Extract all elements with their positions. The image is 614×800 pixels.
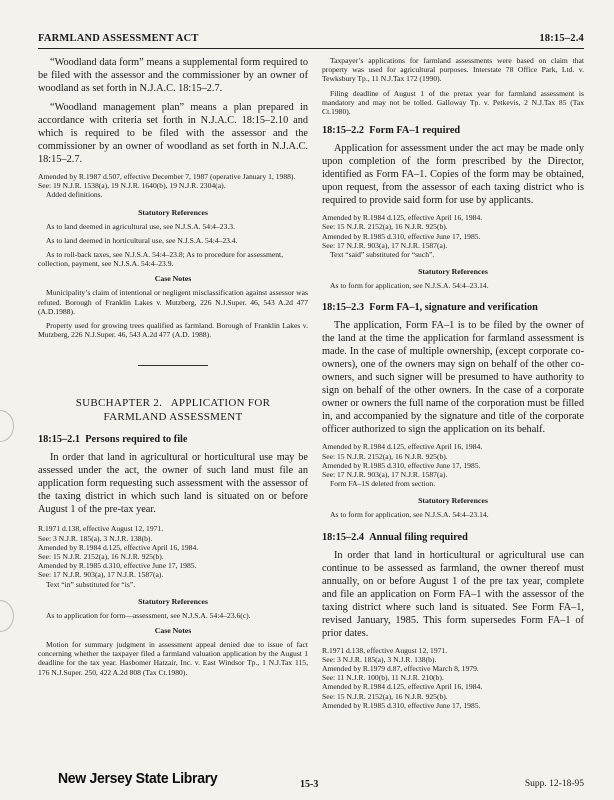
history-line: Amended by R.1979 d.87, effective March 8, 1979.	[322, 664, 479, 674]
history-line: Amended by R.1984 d.125, effective April 16, 1984.	[322, 682, 483, 692]
history-note	[322, 213, 584, 259]
history-line: Amended by R.1987 d.507, effective December 7, 1987 (operative January 1, 1988).	[38, 172, 296, 181]
history-line: See: 15 N.J.R. 2152(a), 16 N.J.R. 925(b).	[38, 552, 164, 562]
statutory-references-heading: Statutory References	[138, 596, 208, 606]
case-note: Taxpayer’s applications for farmland assessments were based on claim that property was used for agricultural purposes. Interstate 78 Office Park, Ltd. v. Tewksbury Tp., 11 N.J.Tax 172 (1990).	[322, 56, 584, 84]
statutory-references-heading: Statutory References	[418, 496, 488, 506]
section-title: Persons required to file	[85, 434, 188, 446]
section-title: Annual filing required	[369, 531, 468, 543]
section-number: 18:15–2.1	[38, 434, 81, 446]
right-column	[322, 56, 584, 718]
history-note	[322, 646, 584, 710]
section-body: In order that land in horticultural or agricultural use can continue to be assessed as farmland, the owner thereof must annually, on or before August 1 of the pre tax year, complete and file an application on Form FA–1 with the assessor of the taxing district where such land is situated. See Form FA–1, revised January, 1985. This form supersedes Form FA–1 of prior dates.	[322, 549, 584, 639]
section-heading	[322, 532, 584, 543]
definition-paragraph: “Woodland data form” means a supplemental form required to be filed with the assessor and the commissioner by an owner of woodland as set forth in N.J.A.C. 18:15–2.7.	[38, 57, 308, 94]
case-note: Filing deadline of August 1 of the pretax year for farmland assessment is mandatory and may not be tolled. Galloway Tp. v. Petkevis, 2 N.J.Tax 85 (Tax Ct.1980).	[322, 88, 584, 117]
history-line: Amended by R.1984 d.125, effective April 16, 1984.	[38, 542, 199, 552]
history-note	[38, 524, 308, 588]
history-note	[38, 172, 308, 200]
section-heading	[322, 302, 584, 313]
section-body: The application, Form FA–1 is to be filed by the owner of the land at the time the application for farmland assessment is made. In the case of multiple ownership, (except corporate co-owners), one of the owners may sign on behalf of the other co-owners, and such signer will be presumed to have authority to sign on behalf of the other owners. In the case of a corporate owner or owners the full name of the corporation must be filled in, and accompanied by the signature and title of the corporate officer authorized to sign the application on its behalf.	[322, 320, 584, 436]
section-body: In order that land in agricultural or horticultural use may be assessed under the act, the owner of such land must file an application form requesting such assessment with the assessor of the taxing district in which such land is situated on or before August 1 of the pre-tax year.	[38, 452, 308, 516]
history-line: Text “said” substituted for “such”.	[330, 250, 435, 260]
supplement-date: Supp. 12-18-95	[524, 779, 584, 789]
statutory-reference: As to land deemed in agricultural use, see N.J.S.A. 54:4–23.3.	[46, 221, 235, 231]
history-line: Added definitions.	[46, 190, 103, 200]
history-line: See: 19 N.J.R. 1538(a), 19 N.J.R. 1640(b), 19 N.J.R. 2304(a).	[38, 181, 226, 191]
history-line: See: 3 N.J.R. 185(a), 3 N.J.R. 138(b).	[38, 533, 153, 543]
header-title: FARMLAND ASSESSMENT ACT	[38, 33, 199, 44]
history-line: Amended by R.1985 d.310, effective June 17, 1985.	[38, 561, 197, 571]
statutory-reference: As to land deemed in horticultural use, see N.J.S.A. 54:4–23.4.	[46, 235, 238, 245]
subchapter-line: FARMLAND ASSESSMENT	[103, 411, 243, 424]
section-number: 18:15–2.4	[322, 531, 365, 543]
statutory-references-heading: Statutory References	[138, 207, 208, 217]
case-note: Property used for growing trees qualified as farmland. Borough of Franklin Lakes v. Mutzberg, 226 N.J.Super. 46, 543 A.2d 477 (A.D. 1988).	[38, 321, 308, 340]
statutory-reference: As to application for form—assessment, see N.J.S.A. 54:4–23.6(c).	[46, 610, 251, 620]
history-note	[322, 442, 584, 488]
section-heading	[38, 434, 308, 445]
section-divider	[138, 365, 208, 366]
history-line: Amended by R.1985 d.310, effective June 17, 1985.	[322, 231, 481, 241]
statutory-reference: As to form for application, see N.J.S.A. 54:4–23.14.	[330, 281, 489, 291]
section-title: Form FA–1 required	[369, 125, 461, 137]
library-stamp: New Jersey State Library	[58, 769, 218, 787]
history-line: Amended by R.1984 d.125, effective April 16, 1984.	[322, 213, 483, 223]
section-number: 18:15–2.2	[322, 125, 365, 137]
history-line: R.1971 d.138, effective August 12, 1971.	[322, 645, 448, 655]
history-line: Amended by R.1985 d.310, effective June 17, 1985.	[322, 700, 481, 710]
running-header	[38, 30, 584, 49]
history-line: See: 15 N.J.R. 2152(a), 16 N.J.R. 925(b).	[322, 691, 448, 701]
section-heading	[322, 125, 584, 136]
case-note: Municipality’s claim of intentional or negligent misclassification against assessor was refuted. Borough of Franklin Lakes v. Mutzberg, 226 N.J.Super. 46, 543 A.2d 477 (A.D.1988).	[38, 288, 308, 316]
case-notes-heading: Case Notes	[154, 626, 192, 636]
definition-paragraph: “Woodland management plan” means a plan prepared in accordance with criteria set forth in N.J.A.C. 18:15–2.10 and which is required to be filed with the assessor and the commissioner by an owner of woodland as set forth in N.J.A.C. 18:15–2.7.	[38, 102, 308, 165]
statutory-references-heading: Statutory References	[418, 267, 488, 277]
case-notes-heading: Case Notes	[154, 274, 192, 284]
punch-hole-mark	[0, 410, 14, 442]
case-note: Motion for summary judgment in assessment appeal denied due to issue of fact concerning whether the taxpayer filed a farmland valuation application by the August 1 deadline for the tax year. Hasbomer Hatzair, Inc. v. East Windsor Tp., 1 N.J.Tax 115, 176 N.J.Super. 250, 422 A.2d 808 (Tax Ct.1980).	[38, 640, 308, 677]
history-line: Amended by R.1985 d.310, effective June 17, 1985.	[322, 460, 481, 470]
history-line: See: 3 N.J.R. 185(a), 3 N.J.R. 138(b).	[322, 654, 437, 664]
history-line: See: 11 N.J.R. 100(b), 11 N.J.R. 210(b).	[322, 673, 444, 683]
section-body: Application for assessment under the act may be made only upon completion of the form prescribed by the Director, identified as Form FA–1. Copies of the form may be obtained, upon request, from the assessor of each taxing district who is required to provide said form for use by applicants.	[322, 143, 584, 207]
history-line: Amended by R.1984 d.125, effective April 16, 1984.	[322, 442, 483, 452]
history-line: See: 17 N.J.R. 903(a), 17 N.J.R. 1587(a).	[322, 240, 448, 250]
history-line: See: 17 N.J.R. 903(a), 17 N.J.R. 1587(a).	[322, 470, 448, 480]
left-column	[38, 56, 308, 682]
header-section-range: 18:15–2.4	[539, 33, 584, 44]
statutory-reference: As to roll-back taxes, see N.J.S.A. 54:4–23.8; As to procedure for assessment, collection, payment, see N.J.S.A. 54:4–23.9.	[38, 250, 284, 269]
history-line: See: 15 N.J.R. 2152(a), 16 N.J.R. 925(b).	[322, 222, 448, 232]
punch-hole-mark	[0, 600, 14, 632]
subchapter-heading	[38, 396, 308, 424]
section-number: 18:15–2.3	[322, 302, 365, 314]
history-line: Text “in” substituted for “is”.	[46, 579, 136, 589]
history-line: See: 15 N.J.R. 2152(a), 16 N.J.R. 925(b).	[322, 451, 448, 461]
page-number: 15-3	[300, 779, 319, 790]
section-title: Form FA–1, signature and verification	[369, 302, 538, 314]
history-line: Form FA–1S deleted from section.	[330, 479, 436, 489]
history-line: See: 17 N.J.R. 903(a), 17 N.J.R. 1587(a).	[38, 570, 164, 580]
statutory-reference: As to form for application, see N.J.S.A. 54:4–23.14.	[330, 510, 489, 520]
history-line: R.1971 d.138, effective August 12, 1971.	[38, 524, 164, 534]
subchapter-line: SUBCHAPTER 2. APPLICATION FOR	[75, 397, 271, 410]
